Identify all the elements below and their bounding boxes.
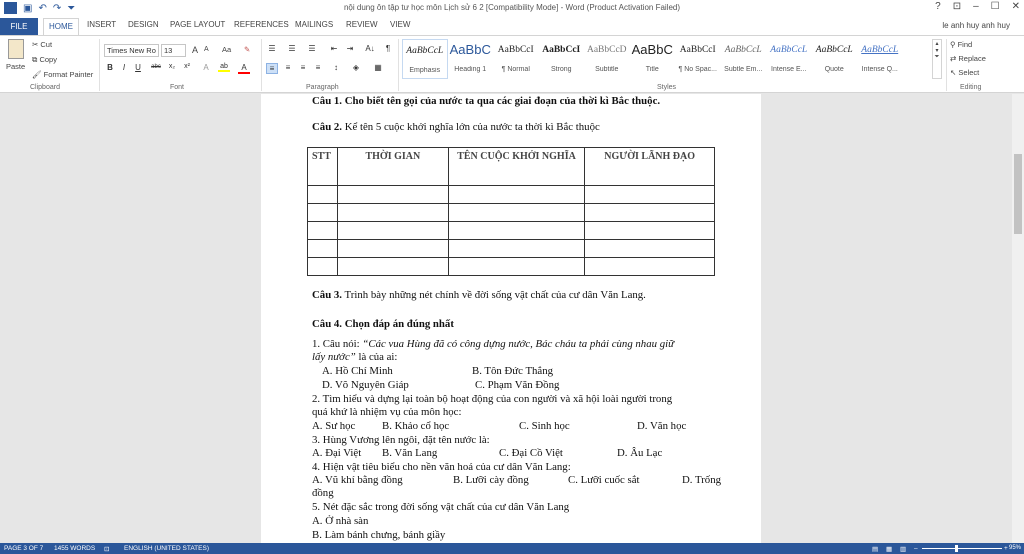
strikethrough-button[interactable]: abc — [151, 64, 161, 70]
zoom-in-button[interactable]: + — [1004, 545, 1008, 552]
table-row — [308, 258, 715, 276]
page-count[interactable]: PAGE 3 OF 7 — [4, 545, 44, 552]
mc1-question-cont: lấy nước” là của ai: — [312, 351, 398, 363]
tab-review[interactable]: REVIEW — [346, 20, 378, 29]
bullets-button[interactable]: ☰ — [268, 44, 276, 53]
table-cell[interactable] — [448, 222, 585, 240]
increase-indent-button[interactable]: ⇥ — [346, 44, 354, 53]
tab-references[interactable]: REFERENCES — [234, 20, 289, 29]
help-button[interactable]: ? — [935, 1, 941, 12]
clipboard-label: Clipboard — [30, 84, 60, 91]
table-cell[interactable] — [337, 186, 448, 204]
line-spacing-button[interactable]: ↕ — [334, 63, 338, 72]
mc3-option-d: D. Âu Lạc — [617, 447, 663, 459]
divider — [398, 39, 399, 91]
user-account[interactable]: le anh huy anh huy — [942, 21, 1010, 30]
show-marks-button[interactable]: ¶ — [385, 44, 391, 53]
mc1-question: 1. Câu nói: “Các vua Hùng đã có công dựng nước, Bác cháu ta phải cùng nhau giữ — [312, 338, 674, 350]
mc2-option-b: B. Khảo cổ học — [382, 420, 450, 432]
word-app-icon[interactable]: W — [5, 2, 16, 14]
title-bar — [0, 0, 1024, 18]
table-cell[interactable] — [448, 204, 585, 222]
style-heading-1[interactable]: AaBbC Heading 1 — [449, 42, 491, 73]
style-no-spacing[interactable]: AaBbCcI ¶ No Spac... — [678, 45, 717, 73]
binoculars-icon: ⚲ — [950, 40, 958, 49]
copy-button[interactable]: ⧉ Copy — [32, 55, 57, 64]
numbering-button[interactable]: ☰ — [288, 44, 296, 53]
multilevel-button[interactable]: ☰ — [308, 44, 316, 53]
table-cell[interactable] — [585, 222, 715, 240]
align-right-button[interactable]: ≡ — [300, 63, 306, 72]
styles-label: Styles — [657, 84, 677, 91]
table-cell[interactable] — [308, 204, 338, 222]
justify-button[interactable]: ≡ — [315, 63, 321, 72]
divider — [946, 39, 947, 91]
document-page[interactable] — [261, 94, 761, 543]
header-leader: NGƯỜI LÃNH ĐẠO — [585, 148, 715, 186]
web-layout-icon[interactable]: ▥ — [900, 546, 907, 553]
bold-button[interactable]: B — [107, 63, 113, 72]
font-name-box[interactable]: Times New Ro — [104, 44, 159, 57]
text-effects-button[interactable]: A — [203, 63, 209, 72]
redo-icon[interactable]: ↷ — [52, 2, 62, 14]
mc4-option-c: C. Lưỡi cuốc sắt — [568, 474, 640, 486]
style-intense-emphasis[interactable]: AaBbCcL Intense E... — [770, 45, 808, 73]
brush-icon: 🖌 — [32, 70, 44, 79]
mc3-question: 3. Hùng Vương lên ngôi, đặt tên nước là: — [312, 434, 490, 446]
mc4-option-a: A. Vũ khí bằng đồng — [312, 474, 403, 486]
shrink-font-button[interactable]: A — [204, 46, 209, 53]
zoom-slider[interactable] — [922, 548, 1002, 549]
mc4-option-d-cont: đồng — [312, 487, 334, 499]
grow-font-button[interactable]: A — [192, 45, 199, 55]
table-cell[interactable] — [337, 204, 448, 222]
find-button[interactable]: ⚲ Find — [950, 40, 973, 49]
ribbon-tabs — [0, 18, 1024, 35]
style-subtitle[interactable]: AaBbCcD Subtitle — [586, 45, 627, 73]
question-4: Câu 4. Chọn đáp án đúng nhất — [312, 318, 454, 330]
style-subtle-emphasis[interactable]: AaBbCcL Subtle Em... — [724, 45, 763, 73]
change-case-button[interactable]: Aa — [222, 45, 232, 54]
underline-button[interactable]: U — [135, 63, 141, 72]
clear-format-icon[interactable]: ✎ — [244, 45, 251, 54]
word-count[interactable]: 1455 WORDS — [54, 545, 96, 552]
table-cell[interactable] — [337, 240, 448, 258]
save-icon[interactable]: ▣ — [23, 2, 33, 14]
paste-icon[interactable] — [8, 39, 24, 59]
mc1-option-a: A. Hồ Chí Minh — [322, 365, 393, 377]
decrease-indent-button[interactable]: ⇤ — [330, 44, 338, 53]
zoom-level[interactable]: 95% — [1009, 545, 1022, 551]
table-cell[interactable] — [448, 258, 585, 276]
editing-label: Editing — [960, 84, 982, 91]
cut-button[interactable]: ✂ Cut — [32, 40, 53, 49]
cursor-icon: ↖ — [950, 68, 959, 77]
mc2-option-a: A. Sư học — [312, 420, 356, 432]
mc5-option-b: B. Làm bánh chưng, bánh giầy — [312, 529, 446, 541]
replace-icon: ⇄ — [950, 54, 959, 63]
style-normal[interactable]: AaBbCcI ¶ Normal — [497, 45, 534, 73]
borders-button[interactable]: ▦ — [374, 63, 382, 72]
tab-home[interactable]: HOME — [43, 18, 79, 36]
table-cell[interactable] — [308, 258, 338, 276]
table-cell[interactable] — [585, 240, 715, 258]
styles-gallery — [402, 39, 942, 79]
mc2-question-cont: quá khứ là nhiệm vụ của môn học: — [312, 406, 462, 418]
question-2: Câu 2. Kể tên 5 cuộc khởi nghĩa lớn của nước ta thời kì Bắc thuộc — [312, 121, 600, 133]
header-stt: STT — [308, 148, 338, 186]
shading-button[interactable]: ◈ — [352, 63, 360, 72]
document-area — [0, 94, 1024, 543]
question-1: Câu 1. Cho biết tên gọi của nước ta qua các giai đoạn của thời kì Bắc thuộc. — [312, 95, 661, 107]
table-row — [308, 240, 715, 258]
zoom-slider-thumb[interactable] — [955, 545, 958, 552]
table-cell[interactable] — [585, 204, 715, 222]
proofing-icon[interactable]: ⊡ — [104, 546, 110, 553]
mc4-question: 4. Hiện vật tiêu biểu cho nền văn hoá của cư dân Văn Lang: — [312, 461, 571, 473]
window-title: nội dung ôn tập tư học môn Lịch sử 6 2 [Compatibility Mode] - Word (Product Activation Failed) — [343, 3, 681, 12]
mc2-option-d: D. Văn học — [637, 420, 687, 432]
tab-file[interactable]: FILE — [0, 18, 38, 35]
format-painter-button[interactable]: 🖌 Format Painter — [32, 70, 94, 79]
vertical-scrollbar[interactable] — [1012, 94, 1024, 543]
font-label: Font — [170, 84, 185, 91]
table-row — [308, 204, 715, 222]
language[interactable]: ENGLISH (UNITED STATES) — [124, 545, 209, 552]
superscript-button[interactable]: x² — [184, 63, 190, 70]
header-time: THỜI GIAN — [337, 148, 448, 186]
print-layout-icon[interactable]: ▦ — [886, 546, 893, 553]
paragraph-label: Paragraph — [306, 84, 339, 91]
tab-insert[interactable]: INSERT — [87, 20, 117, 29]
table-cell[interactable] — [308, 240, 338, 258]
scissors-icon: ✂ — [32, 40, 41, 49]
font-color-button[interactable]: A — [238, 63, 250, 74]
italic-button[interactable]: I — [122, 63, 126, 72]
read-mode-icon[interactable]: ▤ — [872, 546, 879, 553]
mc4-option-d: D. Trống — [682, 474, 722, 486]
mc3-option-a: A. Đại Việt — [312, 447, 362, 459]
table-cell[interactable] — [448, 240, 585, 258]
mc1-option-d: D. Võ Nguyên Giáp — [322, 379, 409, 391]
style-quote[interactable]: AaBbCcL Quote — [815, 45, 853, 73]
highlight-button[interactable]: ab — [218, 63, 230, 72]
replace-button[interactable]: ⇄ Replace — [950, 54, 986, 63]
styles-scroll[interactable]: ▴ ▾ ⏷ — [932, 39, 942, 79]
mc4-option-b: B. Lưỡi cày đồng — [453, 474, 529, 486]
style-title[interactable]: AaBbC Title — [631, 42, 673, 73]
table-cell[interactable] — [308, 222, 338, 240]
customize-qat-icon[interactable]: ⏷ — [67, 2, 76, 14]
minimize-button[interactable]: – — [973, 1, 979, 12]
tab-design[interactable]: DESIGN — [128, 20, 159, 29]
table-cell[interactable] — [337, 222, 448, 240]
mc3-option-c: C. Đại Cồ Việt — [499, 447, 563, 459]
subscript-button[interactable]: x₂ — [168, 63, 176, 70]
divider — [261, 39, 262, 91]
mc2-option-c: C. Sinh học — [519, 420, 570, 432]
table-cell[interactable] — [585, 186, 715, 204]
table-row — [308, 186, 715, 204]
ribbon — [0, 35, 1024, 93]
copy-icon: ⧉ — [32, 55, 40, 64]
table-cell[interactable] — [308, 186, 338, 204]
header-uprising: TÊN CUỘC KHỞI NGHĨA — [448, 148, 585, 186]
mc1-option-b: B. Tôn Đức Thắng — [472, 365, 554, 377]
mc5-question: 5. Nét đặc sắc trong đời sống vật chất của cư dân Văn Lang — [312, 501, 570, 513]
divider — [99, 39, 100, 91]
style-strong[interactable]: AaBbCcI Strong — [542, 45, 581, 73]
align-left-button[interactable]: ≡ — [266, 63, 278, 74]
center-button[interactable]: ≡ — [285, 63, 291, 72]
uprisings-table[interactable] — [307, 147, 715, 276]
mc2-question: 2. Tìm hiểu và dựng lại toàn bộ hoạt động của con người và xã hội loài người trong — [312, 393, 673, 405]
status-bar — [0, 543, 1024, 554]
undo-icon[interactable]: ↶ — [38, 2, 47, 14]
mc1-option-c: C. Phạm Văn Đồng — [475, 379, 560, 391]
ribbon-display-button[interactable]: ⊡ — [952, 1, 962, 12]
close-button[interactable]: ✕ — [1011, 1, 1020, 12]
font-size-box[interactable]: 13 — [161, 44, 186, 57]
scrollbar-thumb[interactable] — [1014, 154, 1022, 234]
tab-page-layout[interactable]: PAGE LAYOUT — [170, 20, 226, 29]
table-header-row — [308, 148, 715, 186]
tab-view[interactable]: VIEW — [390, 20, 411, 29]
style-emphasis[interactable]: AaBbCcL Emphasis — [402, 39, 448, 79]
zoom-out-button[interactable]: – — [914, 545, 918, 552]
style-intense-quote[interactable]: AaBbCcL Intense Q... — [861, 45, 899, 73]
question-3: Câu 3. Trình bày những nét chính về đời sống vật chất của cư dân Văn Lang. — [312, 289, 646, 301]
sort-button[interactable]: A↓ — [365, 44, 375, 53]
table-cell[interactable] — [337, 258, 448, 276]
table-cell[interactable] — [448, 186, 585, 204]
select-button[interactable]: ↖ Select — [950, 68, 980, 77]
tab-mailings[interactable]: MAILINGS — [295, 20, 334, 29]
mc3-option-b: B. Văn Lang — [382, 447, 438, 459]
restore-button[interactable]: ☐ — [990, 1, 1000, 12]
table-row — [308, 222, 715, 240]
table-cell[interactable] — [585, 258, 715, 276]
paste-button[interactable]: Paste — [6, 62, 26, 71]
mc5-option-a: A. Ở nhà sàn — [312, 515, 369, 527]
